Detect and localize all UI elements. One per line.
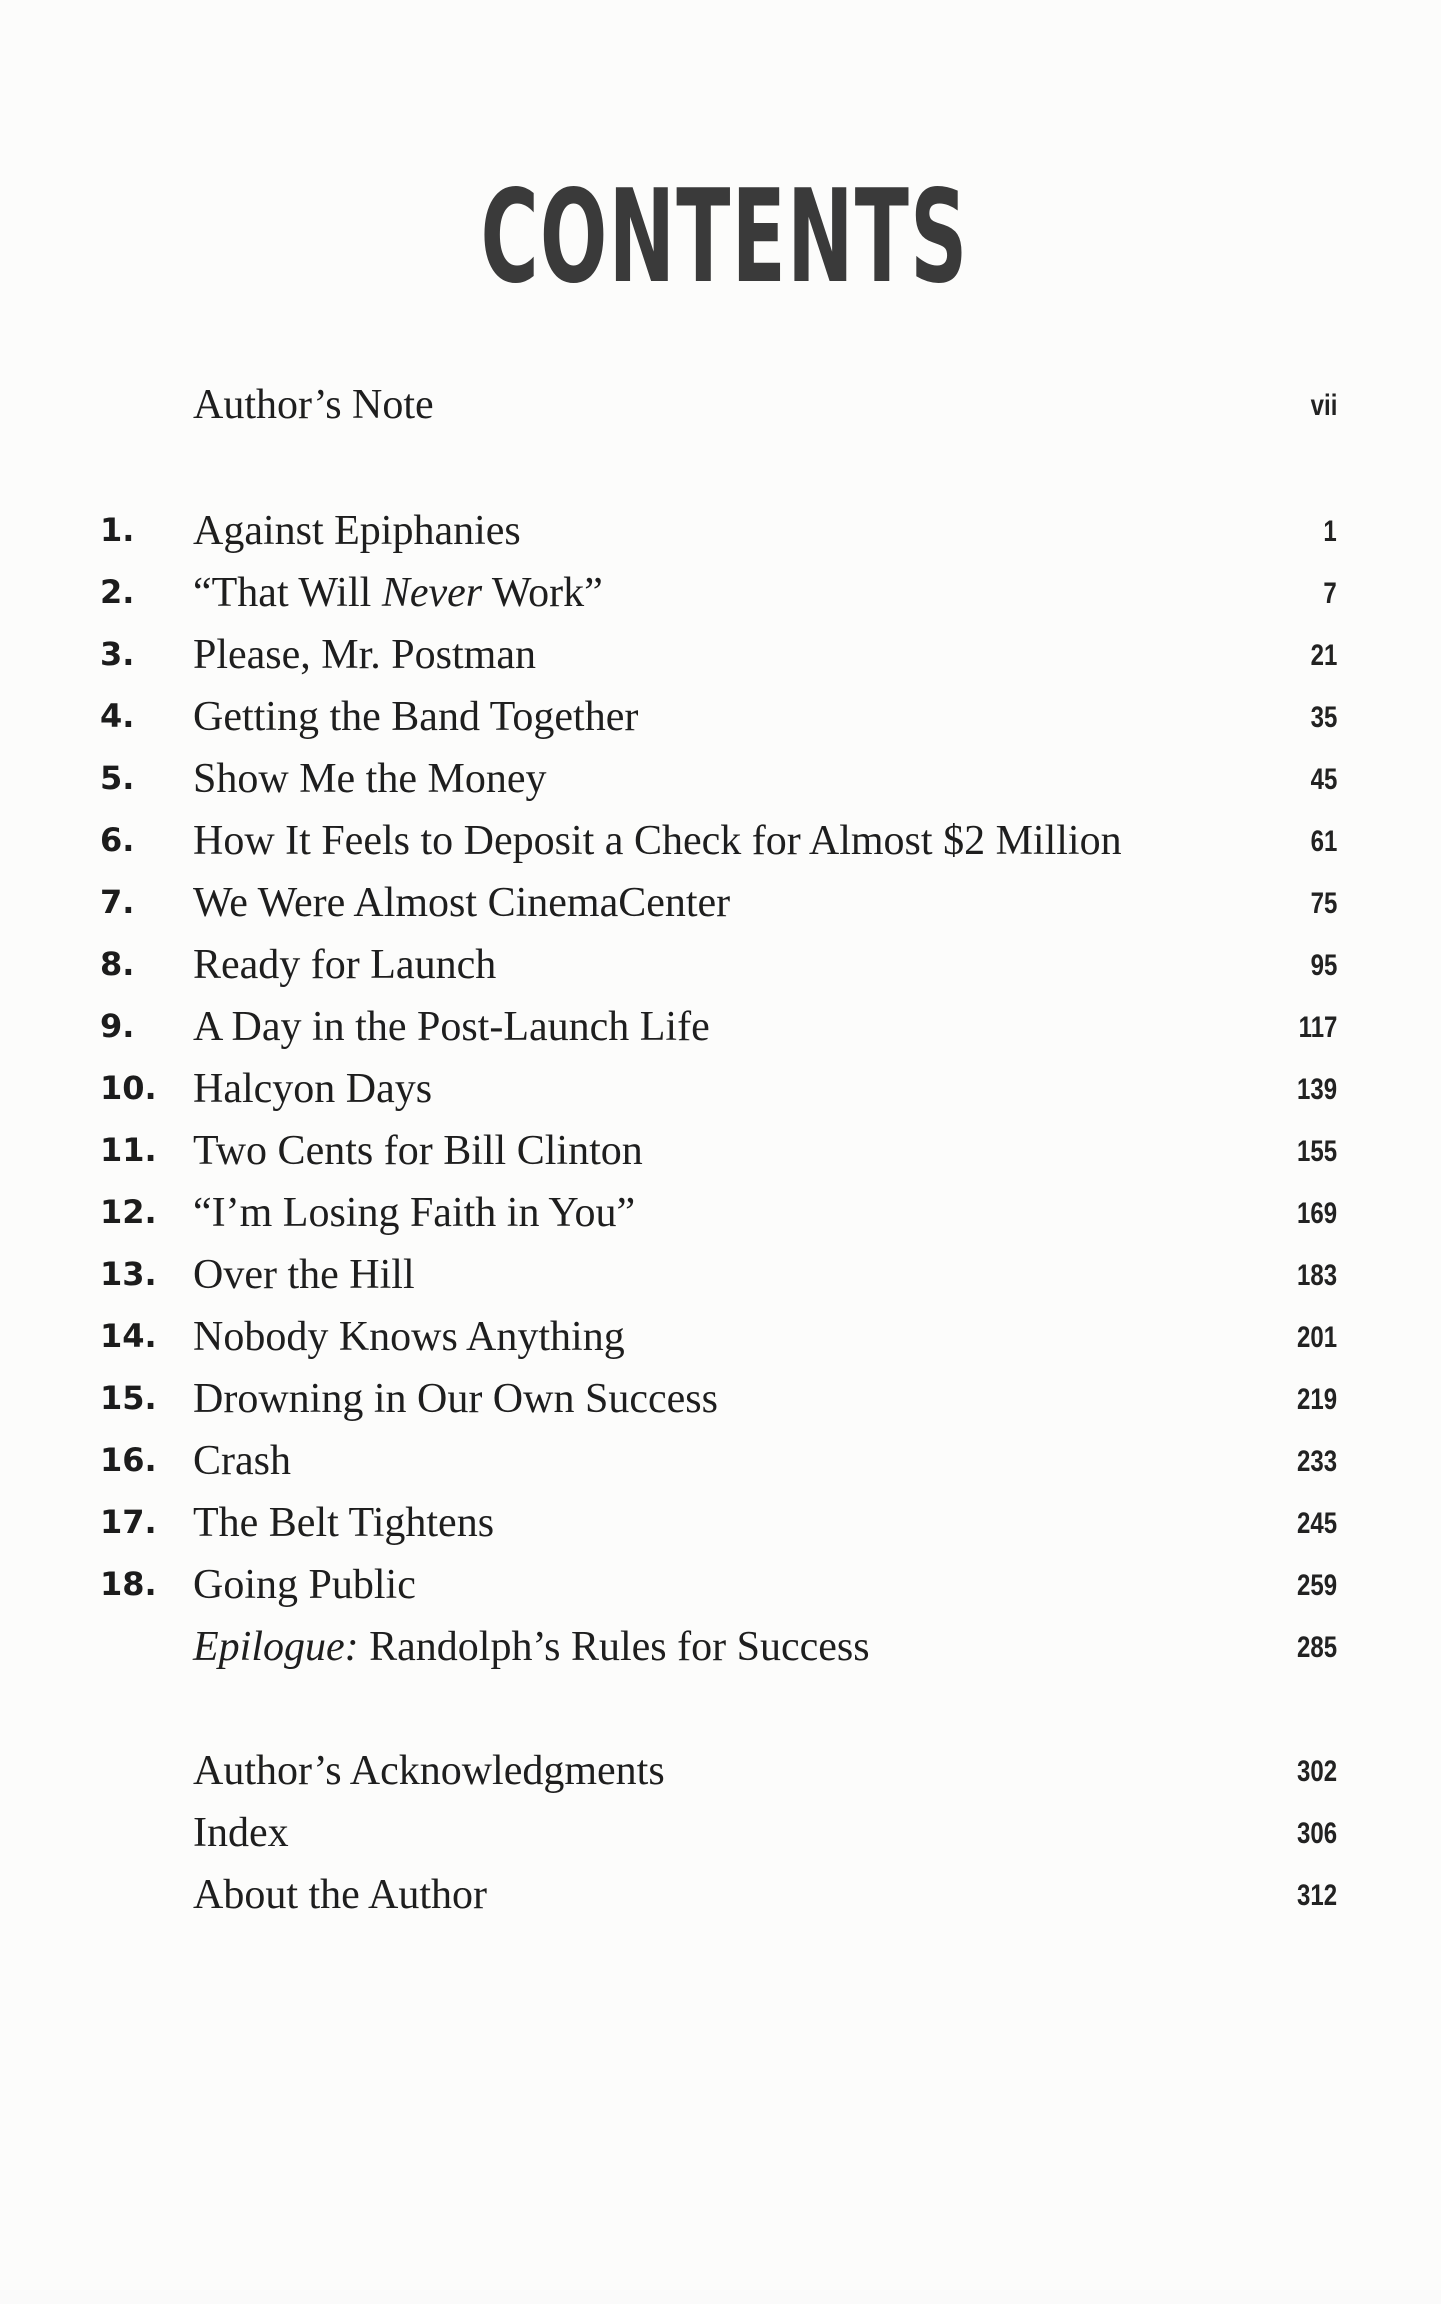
chapter-number: 12. <box>100 1193 157 1231</box>
chapter-title: Getting the Band Together <box>193 694 639 740</box>
toc-chapter-1[interactable] <box>0 500 1441 562</box>
chapter-title-prefix: “That Will <box>193 570 382 616</box>
toc-entry-about-author[interactable] <box>0 1864 1441 1926</box>
epilogue-subtitle: Randolph’s Rules for Success <box>358 1624 870 1670</box>
epilogue-title <box>193 1616 870 1678</box>
chapter-title: Crash <box>193 1438 291 1484</box>
toc-entry-label: Index <box>193 1810 289 1856</box>
toc-chapter-5[interactable] <box>0 748 1441 810</box>
chapter-number: 8. <box>100 945 135 983</box>
toc-chapter-16[interactable] <box>0 1430 1441 1492</box>
toc-page-number: 312 <box>1296 1879 1337 1912</box>
toc-page-number: 285 <box>1296 1631 1337 1664</box>
toc-chapter-15[interactable] <box>0 1368 1441 1430</box>
toc-page-number: 61 <box>1310 825 1337 858</box>
toc-page-number: 233 <box>1296 1445 1337 1478</box>
toc-page-number: 75 <box>1310 887 1337 920</box>
toc-entry-label: Author’s Note <box>193 382 434 428</box>
chapter-number: 7. <box>100 883 135 921</box>
toc-entry-label: Author’s Acknowledgments <box>193 1748 665 1794</box>
epilogue-label: Epilogue: <box>193 1624 359 1670</box>
toc-chapter-3[interactable] <box>0 624 1441 686</box>
toc-chapter-7[interactable] <box>0 872 1441 934</box>
toc-page-number: 45 <box>1310 763 1337 796</box>
chapter-title: Drowning in Our Own Success <box>193 1376 718 1422</box>
chapter-title: How It Feels to Deposit a Check for Almost $2 Million <box>193 818 1122 864</box>
chapter-title: Two Cents for Bill Clinton <box>193 1128 643 1174</box>
chapter-number: 5. <box>100 759 135 797</box>
toc-chapter-18[interactable] <box>0 1554 1441 1616</box>
toc-page-number: 21 <box>1310 639 1337 672</box>
toc-chapter-9[interactable] <box>0 996 1441 1058</box>
toc-page-number: vii <box>1310 389 1337 422</box>
chapter-title: A Day in the Post-Launch Life <box>193 1004 710 1050</box>
chapter-title <box>193 562 603 624</box>
toc-entry-index[interactable] <box>0 1802 1441 1864</box>
chapter-number: 18. <box>100 1565 157 1603</box>
chapter-number: 10. <box>100 1069 157 1107</box>
toc-page-number: 155 <box>1296 1135 1337 1168</box>
toc-page-number: 139 <box>1296 1073 1337 1106</box>
toc-page-number: 302 <box>1296 1755 1337 1788</box>
toc-page-number: 306 <box>1296 1817 1337 1850</box>
toc-page-number: 259 <box>1296 1569 1337 1602</box>
toc-entry-acknowledgments[interactable] <box>0 1740 1441 1802</box>
toc-page-number: 7 <box>1323 577 1337 610</box>
toc-chapter-14[interactable] <box>0 1306 1441 1368</box>
toc-chapter-13[interactable] <box>0 1244 1441 1306</box>
toc-chapter-8[interactable] <box>0 934 1441 996</box>
toc-chapter-17[interactable] <box>0 1492 1441 1554</box>
chapter-number: 13. <box>100 1255 157 1293</box>
toc-page-number: 183 <box>1296 1259 1337 1292</box>
chapter-title: Ready for Launch <box>193 942 497 988</box>
chapter-title: The Belt Tightens <box>193 1500 495 1546</box>
chapter-title: Show Me the Money <box>193 756 547 802</box>
chapter-number: 9. <box>100 1007 135 1045</box>
toc-chapter-10[interactable] <box>0 1058 1441 1120</box>
toc-chapter-4[interactable] <box>0 686 1441 748</box>
toc-page-number: 201 <box>1296 1321 1337 1354</box>
toc-page-number: 117 <box>1298 1011 1337 1044</box>
toc-page-number: 1 <box>1323 515 1337 548</box>
chapter-title: “I’m Losing Faith in You” <box>193 1190 636 1236</box>
chapter-title: Over the Hill <box>193 1252 415 1298</box>
toc-page-number: 169 <box>1296 1197 1337 1230</box>
toc-page-number: 35 <box>1310 701 1337 734</box>
chapter-title: Nobody Knows Anything <box>193 1314 625 1360</box>
toc-chapter-2[interactable] <box>0 562 1441 624</box>
chapter-number: 6. <box>100 821 135 859</box>
chapter-number: 2. <box>100 573 135 611</box>
toc-page-number: 95 <box>1310 949 1337 982</box>
chapter-title: Against Epiphanies <box>193 508 521 554</box>
chapter-number: 17. <box>100 1503 157 1541</box>
toc-entry-epilogue[interactable] <box>0 1616 1441 1678</box>
chapter-title: Please, Mr. Postman <box>193 632 536 678</box>
chapter-number: 11. <box>100 1131 157 1169</box>
toc-chapter-11[interactable] <box>0 1120 1441 1182</box>
chapter-number: 1. <box>100 511 135 549</box>
chapter-title: We Were Almost CinemaCenter <box>193 880 731 926</box>
chapter-title-emphasis: Never <box>381 570 483 616</box>
page-title: CONTENTS <box>480 163 969 312</box>
toc-entry-authors-note[interactable] <box>0 374 1441 436</box>
chapter-title: Halcyon Days <box>193 1066 433 1112</box>
chapter-number: 15. <box>100 1379 157 1417</box>
chapter-title: Going Public <box>193 1562 416 1608</box>
toc-entry-label: About the Author <box>193 1872 487 1918</box>
toc-chapter-12[interactable] <box>0 1182 1441 1244</box>
chapter-number: 16. <box>100 1441 157 1479</box>
toc-page-number: 245 <box>1296 1507 1337 1540</box>
chapter-number: 4. <box>100 697 135 735</box>
chapter-title-suffix: Work” <box>482 570 603 616</box>
toc-page-number: 219 <box>1296 1383 1337 1416</box>
toc-chapter-6[interactable] <box>0 810 1441 872</box>
chapter-number: 3. <box>100 635 135 673</box>
page-bottom-edge <box>0 2290 1441 2304</box>
chapter-number: 14. <box>100 1317 157 1355</box>
